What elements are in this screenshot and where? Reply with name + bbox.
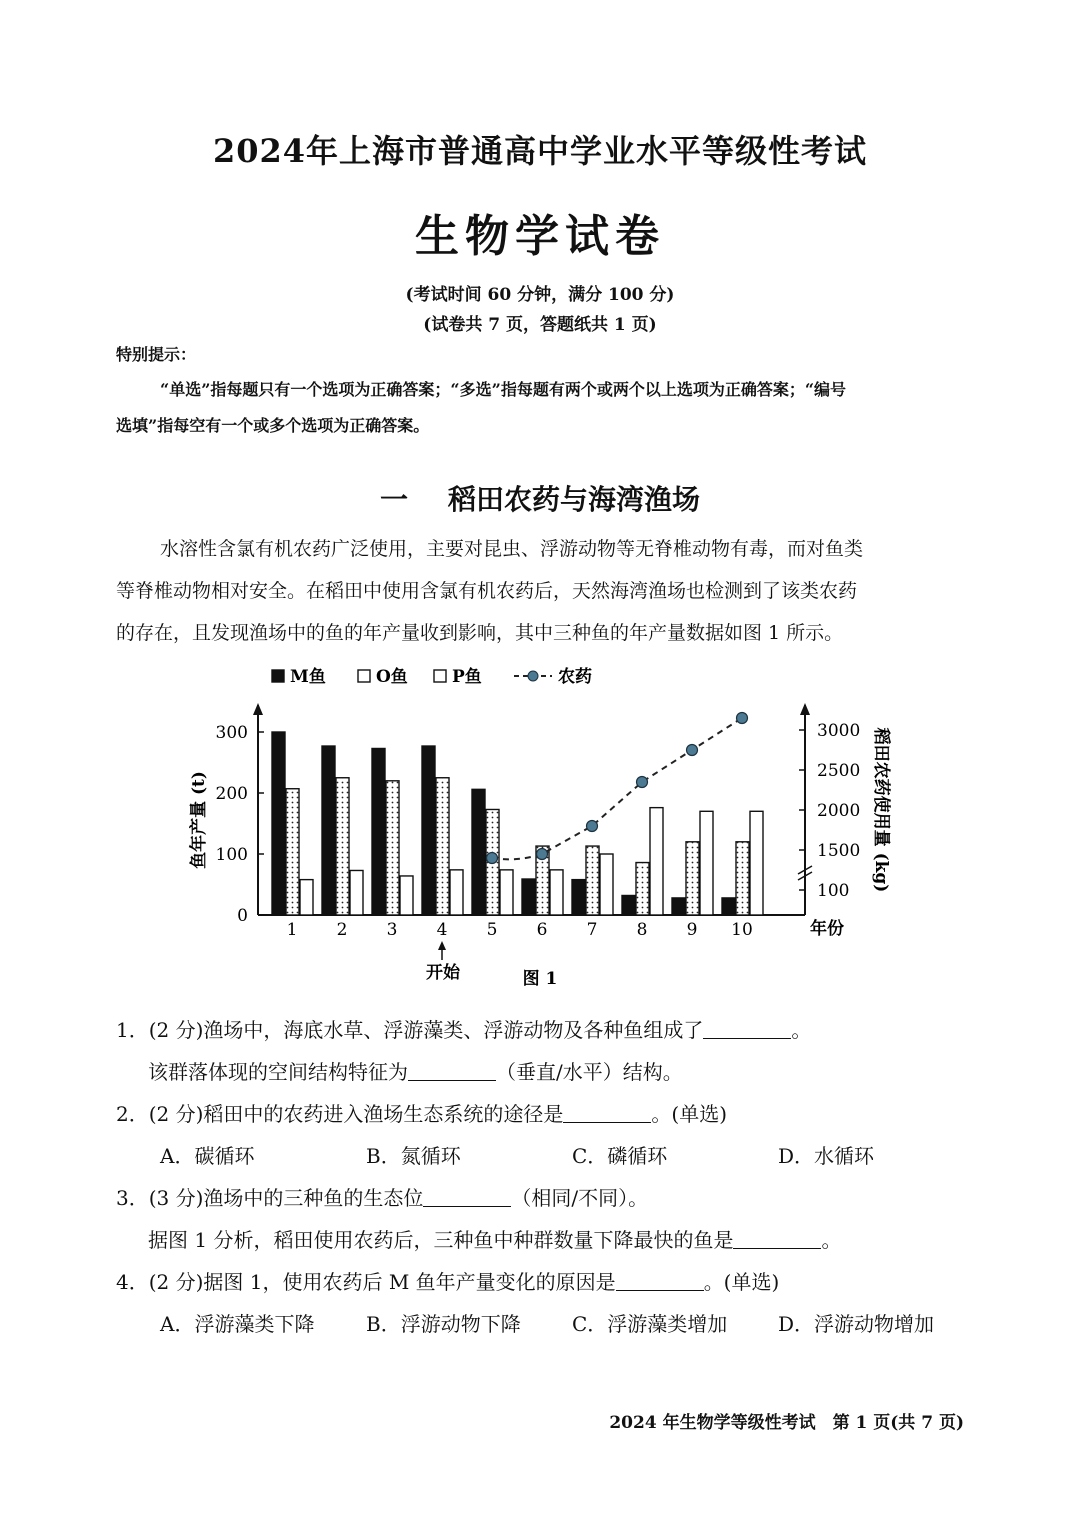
tips-line-1: “单选”指每题只有一个选项为正确答案；“多选”指每题有两个或两个以上选项为正确答案；“编号: [160, 380, 847, 399]
pesticide-point-10: [737, 713, 748, 724]
q2-option-c[interactable]: C．磷循环: [572, 1144, 668, 1168]
section-heading: [0, 478, 1080, 518]
pesticide-point-6: [537, 849, 548, 860]
answer-blank[interactable]: [616, 1272, 704, 1291]
exam-title: 2024年上海市普通高中学业水平等级性考试: [212, 132, 868, 170]
bar-M鱼-8: [622, 895, 635, 915]
answer-blank[interactable]: [408, 1062, 496, 1081]
question-4: 4．(2 分)据图 1，使用农药后 M 鱼年产量变化的原因是 。(单选): [116, 1270, 780, 1294]
legend-label-O鱼: O鱼: [376, 667, 408, 687]
x-tick-label: 6: [536, 920, 548, 940]
pesticide-point-7: [587, 821, 598, 832]
bar-P鱼-10: [750, 811, 763, 915]
y2-tick-label: 2000: [817, 801, 861, 821]
paper-title: 生物学试卷: [415, 211, 665, 262]
legend-label-农药: 农药: [558, 667, 592, 687]
x-tick-label: 7: [586, 920, 598, 940]
start-marker-arrowhead: [438, 941, 446, 950]
x-tick-label: 8: [636, 920, 648, 940]
x-tick-label: 1: [286, 920, 298, 940]
legend-point-swatch: [528, 671, 538, 681]
tips-line-2: 选填”指每空有一个或多个选项为正确答案。: [116, 416, 430, 435]
bar-O鱼-1: [286, 789, 299, 915]
intro-line-3: 的存在，且发现渔场中的鱼的年产量收到影响，其中三种鱼的年产量数据如图 1 所示。: [116, 622, 844, 644]
figure-caption: 图 1: [522, 969, 558, 989]
bar-O鱼-2: [336, 778, 349, 915]
time-note: (考试时间 60 分钟，满分 100 分): [405, 285, 675, 305]
bar-O鱼-8: [636, 863, 649, 915]
section-number: 一: [379, 483, 408, 516]
q2-option-b[interactable]: B．氮循环: [366, 1144, 461, 1168]
q4-option-c[interactable]: C．浮游藻类增加: [572, 1312, 728, 1336]
answer-blank[interactable]: [563, 1104, 651, 1123]
start-marker-label: 开始: [426, 963, 460, 983]
bar-M鱼-10: [722, 898, 735, 915]
legend-swatch-O鱼: [358, 670, 370, 682]
bar-P鱼-4: [450, 870, 463, 915]
bar-M鱼-1: [272, 732, 285, 915]
x-tick-label: 4: [436, 920, 448, 940]
bar-P鱼-7: [600, 854, 613, 915]
bar-M鱼-3: [372, 748, 385, 915]
legend-swatch-M鱼: [272, 670, 284, 682]
question-3-part-2: 据图 1 分析，稻田使用农药后，三种鱼中种群数量下降最快的鱼是 。: [148, 1228, 842, 1252]
y2-tick-label: 3000: [817, 721, 861, 741]
question-3: 3．(3 分)渔场中的三种鱼的生态位 （相同/不同）。: [116, 1186, 649, 1210]
y-axis-label: 鱼年产量 (t): [189, 771, 209, 869]
legend-swatch-P鱼: [434, 670, 446, 682]
q2-option-a[interactable]: A．碳循环: [160, 1144, 255, 1168]
section-title: 稻田农药与海湾渔场: [448, 483, 701, 516]
x-axis-label: 年份: [810, 919, 844, 939]
pages-note: (试卷共 7 页，答题纸共 1 页): [423, 315, 657, 335]
y2-axis-arrow: [800, 703, 810, 715]
bar-P鱼-3: [400, 876, 413, 915]
bar-P鱼-1: [300, 880, 313, 915]
bar-O鱼-7: [586, 846, 599, 915]
y-tick-label: 100: [215, 845, 248, 865]
bar-M鱼-5: [472, 789, 485, 915]
chart-bars: [272, 732, 763, 915]
bar-P鱼-8: [650, 808, 663, 915]
bar-M鱼-9: [672, 898, 685, 915]
bar-O鱼-3: [386, 781, 399, 915]
bar-O鱼-9: [686, 842, 699, 915]
pesticide-point-9: [687, 745, 698, 756]
bar-P鱼-6: [550, 870, 563, 915]
y2-axis-label: 稻田农药使用量 (kg): [871, 727, 891, 893]
page-footer: 2024 年生物学等级性考试 第 1 页(共 7 页): [609, 1413, 964, 1433]
x-tick-label: 3: [386, 920, 398, 940]
bar-M鱼-6: [522, 879, 535, 915]
y2-tick-label: 1500: [817, 841, 861, 861]
q2-option-d[interactable]: D．水循环: [778, 1144, 875, 1168]
y-tick-label: 200: [215, 784, 248, 804]
y-tick-label: 300: [215, 723, 248, 743]
bar-P鱼-9: [700, 811, 713, 915]
q4-option-d[interactable]: D．浮游动物增加: [778, 1312, 935, 1336]
legend-label-P鱼: P鱼: [452, 667, 482, 687]
bar-M鱼-4: [422, 746, 435, 915]
bar-O鱼-10: [736, 842, 749, 915]
x-tick-label: 2: [336, 920, 348, 940]
question-1: 1．(2 分)渔场中，海底水草、浮游藻类、浮游动物及各种鱼组成了 。: [116, 1018, 812, 1042]
bar-M鱼-7: [572, 880, 585, 915]
legend-label-M鱼: M鱼: [290, 667, 326, 687]
tips-label: 特别提示：: [116, 345, 197, 364]
question-2: 2．(2 分)稻田中的农药进入渔场生态系统的途径是 。(单选): [116, 1102, 728, 1126]
q4-option-a[interactable]: A．浮游藻类下降: [160, 1312, 315, 1336]
y-axis-arrow: [253, 703, 263, 715]
intro-line-1: 水溶性含氯有机农药广泛使用，主要对昆虫、浮游动物等无脊椎动物有毒，而对鱼类: [160, 538, 864, 560]
x-tick-label: 10: [731, 920, 753, 940]
chart-legend: [272, 666, 592, 687]
answer-blank[interactable]: [703, 1020, 791, 1039]
figure-1-chart: [0, 660, 1080, 995]
pesticide-point-5: [487, 853, 498, 864]
question-1-part-2: 该群落体现的空间结构特征为 （垂直/水平）结构。: [148, 1060, 683, 1084]
bar-P鱼-2: [350, 870, 363, 915]
bar-O鱼-4: [436, 778, 449, 915]
intro-line-2: 等脊椎动物相对安全。在稻田中使用含氯有机农药后，天然海湾渔场也检测到了该类农药: [116, 580, 858, 602]
y-tick-label: 0: [237, 906, 248, 926]
bar-P鱼-5: [500, 870, 513, 915]
bar-M鱼-2: [322, 746, 335, 915]
q4-option-b[interactable]: B．浮游动物下降: [366, 1312, 521, 1336]
x-tick-label: 9: [686, 920, 698, 940]
y2-tick-label: 2500: [817, 761, 861, 781]
pesticide-point-8: [637, 777, 648, 788]
x-tick-label: 5: [486, 920, 498, 940]
y2-tick-label: 100: [817, 881, 850, 901]
answer-blank[interactable]: [733, 1230, 821, 1249]
answer-blank[interactable]: [423, 1188, 511, 1207]
